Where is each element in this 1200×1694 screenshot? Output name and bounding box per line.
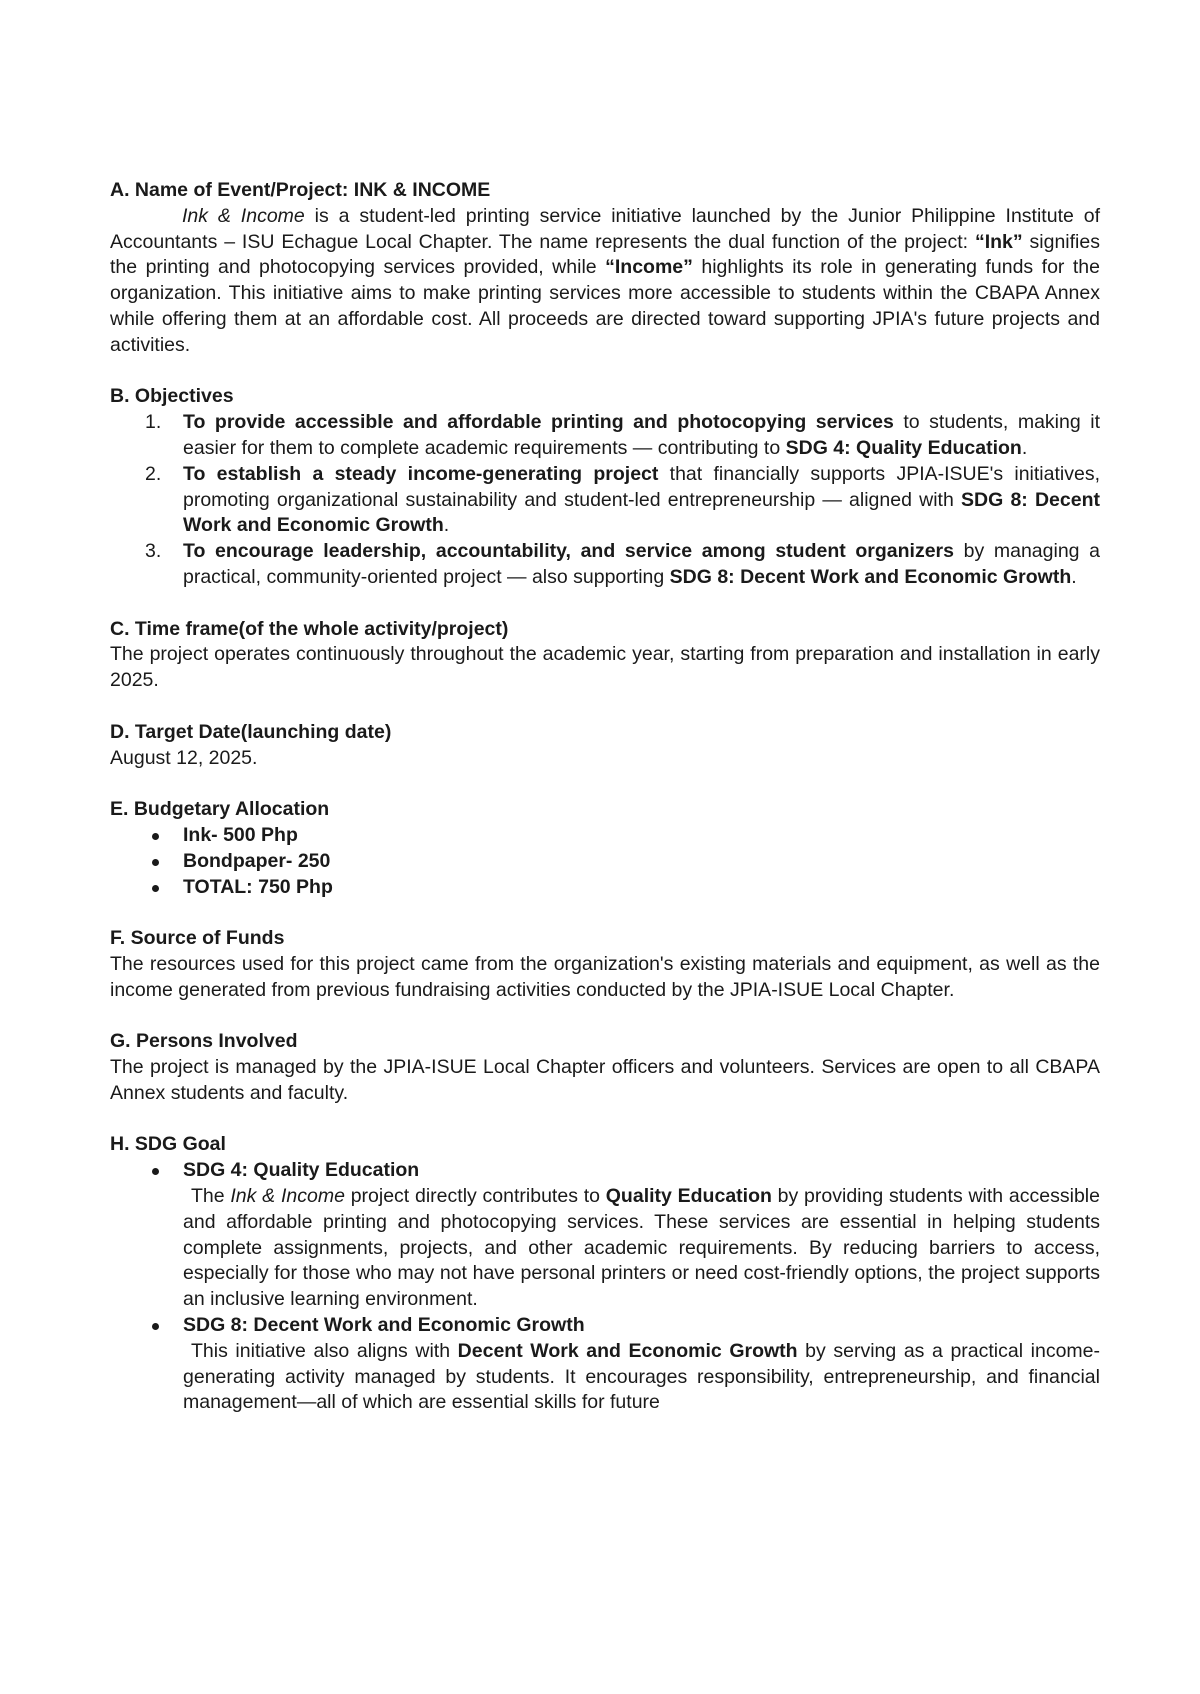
section-d-text: August 12, 2025. xyxy=(110,746,258,769)
objective-number: 2. xyxy=(145,462,162,485)
project-name-italic: Ink & Income xyxy=(182,204,305,227)
budget-item-text: Bondpaper- 250 xyxy=(183,849,331,872)
objective-text: by managing a practical, community-oriented project — also supporting xyxy=(183,540,1100,588)
section-budget xyxy=(110,797,1100,900)
section-source-of-funds xyxy=(110,926,1100,1003)
objective-bold: To encourage leadership, accountability, and service among student organizers xyxy=(183,540,954,563)
section-sdg-goal xyxy=(110,1132,1100,1416)
sdg4-text-3: by providing students with accessible and affordable printing and photocopying services. These services are essential in helping students complete assignments, projects, and other academic requirements. By reducing barriers to access, especially for those who may not have personal printers or need cost-friendly options, the project supports an inclusive learning environment. xyxy=(183,1185,1100,1311)
objective-sdg: SDG 8: Decent Work and Economic Growth xyxy=(669,565,1072,588)
sdg4-bold: Quality Education xyxy=(605,1185,772,1208)
section-c-heading: C. Time frame(of the whole activity/project) xyxy=(110,617,509,640)
objective-text: to students, making it easier for them to complete academic requirements — contributing to xyxy=(183,411,1100,459)
sdg-description xyxy=(183,1184,1100,1313)
section-a-text-2: signifies the printing and photocopying services provided, while xyxy=(110,230,1100,279)
sdg8-text-1: This initiative also aligns with xyxy=(191,1339,458,1362)
objective-end: . xyxy=(443,514,450,537)
section-persons-involved xyxy=(110,1029,1100,1106)
section-b-heading: B. Objectives xyxy=(110,385,234,408)
sdg-item xyxy=(110,1313,1100,1416)
section-f-heading: F. Source of Funds xyxy=(110,927,285,950)
section-g-heading: G. Persons Involved xyxy=(110,1030,298,1053)
budget-item xyxy=(110,849,1100,875)
objective-number: 3. xyxy=(145,540,162,563)
section-h-heading: H. SDG Goal xyxy=(110,1133,226,1156)
budget-list xyxy=(110,823,1100,900)
sdg-description xyxy=(183,1339,1100,1416)
budget-item xyxy=(110,823,1100,849)
section-c-text: The project operates continuously throughout the academic year, starting from preparation and installation in early 2025. xyxy=(110,643,1100,692)
budget-item xyxy=(110,875,1100,901)
section-a-text-1: is a student-led printing service initiative launched by the Junior Philippine Institute of Accountants – ISU Echague Local Chapter. The name represents the dual function of the project: xyxy=(110,204,1100,253)
section-a-paragraph xyxy=(110,204,1100,359)
sdg4-text-1: The xyxy=(191,1185,231,1208)
ink-term: “Ink” xyxy=(974,230,1023,253)
sdg-item xyxy=(110,1158,1100,1313)
objective-end: . xyxy=(1071,565,1077,588)
section-target-date xyxy=(110,720,1100,772)
bullet-icon xyxy=(152,833,159,840)
bullet-icon xyxy=(152,885,159,892)
section-time-frame xyxy=(110,617,1100,694)
bullet-icon xyxy=(152,1168,159,1175)
bullet-icon xyxy=(152,1323,159,1330)
sdg4-italic: Ink & Income xyxy=(230,1185,345,1208)
bullet-icon xyxy=(152,859,159,866)
objective-item xyxy=(110,410,1100,462)
sdg-list xyxy=(110,1158,1100,1416)
section-d-heading: D. Target Date(launching date) xyxy=(110,720,392,743)
objective-item xyxy=(110,539,1100,591)
objective-sdg: SDG 4: Quality Education xyxy=(785,436,1022,459)
sdg8-text-2: by serving as a practical income-generating activity managed by students. It encourages responsibility, entrepreneurship, and financial management—all of which are essential skills for future xyxy=(183,1339,1101,1414)
section-event-name xyxy=(110,178,1100,359)
sdg8-bold: Decent Work and Economic Growth xyxy=(457,1339,798,1362)
objectives-list xyxy=(110,410,1100,591)
section-f-text: The resources used for this project came from the organization's existing materials and equipment, as well as the income generated from previous fundraising activities conducted by the JPIA-ISUE Local Chapter. xyxy=(110,952,1100,1001)
budget-item-text: TOTAL: 750 Php xyxy=(183,875,333,898)
document-page xyxy=(110,178,1100,1416)
sdg-title: SDG 4: Quality Education xyxy=(183,1159,420,1182)
section-a-heading: A. Name of Event/Project: INK & INCOME xyxy=(110,179,491,201)
objective-bold: To provide accessible and affordable printing and photocopying services xyxy=(183,411,894,434)
section-g-text: The project is managed by the JPIA-ISUE Local Chapter officers and volunteers. Services are open to all CBAPA Annex students and faculty. xyxy=(110,1056,1100,1104)
section-e-heading: E. Budgetary Allocation xyxy=(110,798,330,821)
objective-number: 1. xyxy=(145,411,162,434)
objective-text: that financially supports JPIA-ISUE's initiatives, promoting organizational sustainability and student-led entrepreneurship — aligned with xyxy=(183,462,1100,511)
objective-sdg: SDG 8: Decent Work and Economic Growth xyxy=(183,488,1100,537)
section-objectives xyxy=(110,384,1100,590)
sdg4-text-2: project directly contributes to xyxy=(344,1185,606,1208)
income-term: “Income” xyxy=(605,256,693,279)
objective-end: . xyxy=(1021,436,1028,459)
objective-item xyxy=(110,462,1100,539)
objective-bold: To establish a steady income-generating project xyxy=(183,462,659,485)
budget-item-text: Ink- 500 Php xyxy=(183,823,298,846)
section-a-text-3: highlights its role in generating funds for the organization. This initiative aims to make printing services more accessible to students within the CBAPA Annex while offering them at an affordable cost. All proceeds are directed toward supporting JPIA's future projects and activities. xyxy=(110,256,1100,356)
sdg-title: SDG 8: Decent Work and Economic Growth xyxy=(183,1314,585,1337)
